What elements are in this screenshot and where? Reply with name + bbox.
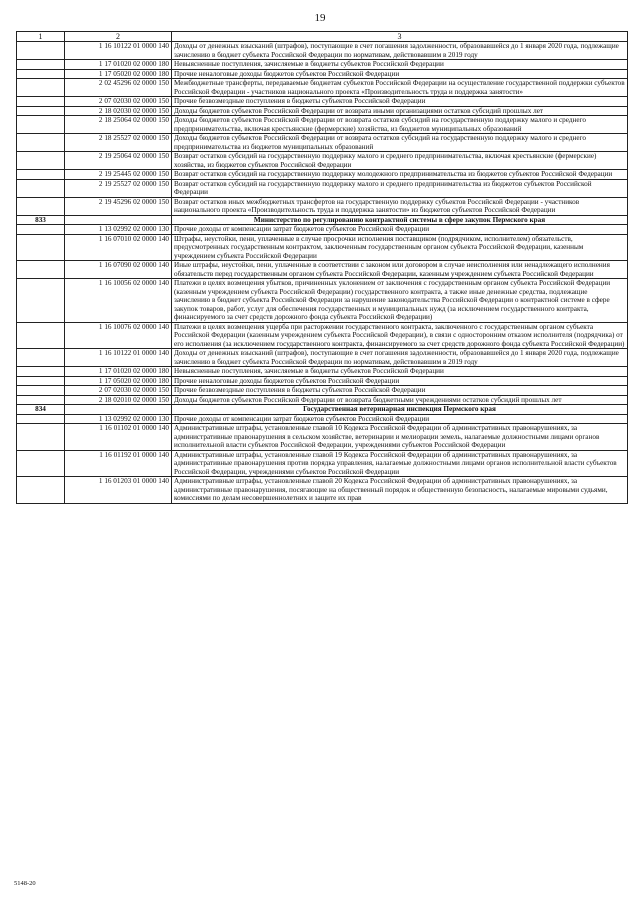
revenue-code-cell — [65, 215, 172, 225]
revenue-code-cell: 1 17 05020 02 0000 180 — [65, 376, 172, 386]
revenue-code-cell: 2 07 02030 02 0000 150 — [65, 386, 172, 396]
table-header-row — [17, 32, 628, 42]
revenue-name-cell: Прочие доходы от компенсации затрат бюджетов субъектов Российской Федерации — [172, 225, 628, 235]
administrator-code-cell — [17, 42, 65, 60]
administrator-code-cell — [17, 279, 65, 323]
table-row — [17, 225, 628, 235]
table-row — [17, 424, 628, 451]
table-row — [17, 386, 628, 396]
revenue-code-cell: 1 13 02992 02 0000 130 — [65, 414, 172, 424]
administrator-code-cell — [17, 179, 65, 197]
administrator-code-cell — [17, 234, 65, 261]
revenue-name-cell: Административные штрафы, установленные главой 19 Кодекса Российской Федерации об административных правонарушениях, за административные правонарушения против порядка управления, налагаемые должностными лицами органов исполнительной власти субъектов Российской Федерации, учреждениями субъектов Российской Федерации — [172, 450, 628, 477]
administrator-code-cell — [17, 424, 65, 451]
revenue-code-cell: 1 16 07090 02 0000 140 — [65, 261, 172, 279]
revenue-code-cell: 1 16 01203 01 0000 140 — [65, 477, 172, 504]
table-row — [17, 261, 628, 279]
revenue-code-cell: 1 16 10056 02 0000 140 — [65, 279, 172, 323]
administrator-code-cell — [17, 60, 65, 70]
revenue-name-cell: Иные штрафы, неустойки, пени, уплаченные в соответствии с законом или договором в случае неисполнения или ненадлежащего исполнения обязательств перед государственным органом субъекта Российской Федерации, казенным учреждением субъекта Российской Федерации — [172, 261, 628, 279]
table-row — [17, 450, 628, 477]
revenue-code-cell: 2 19 45296 02 0000 150 — [65, 197, 172, 215]
revenue-name-cell: Доходы бюджетов субъектов Российской Федерации от возврата остатков субсидий на государственную поддержку малого и среднего предпринимательства, включая крестьянские (фермерские) хозяйства, из бюджетов муниципальных образований — [172, 116, 628, 134]
administrator-row — [17, 405, 628, 415]
revenue-code-cell: 2 19 25064 02 0000 150 — [65, 152, 172, 170]
table-row — [17, 367, 628, 377]
administrator-code-cell — [17, 116, 65, 134]
revenue-name-cell: Административные штрафы, установленные главой 10 Кодекса Российской Федерации об административных правонарушениях, за административные правонарушения в сельском хозяйстве, ветеринарии и мелиорации земель, налагаемые должностными лицами органов исполнительной власти субъектов Российской Федерации, учреждениями субъектов Российской Федерации — [172, 424, 628, 451]
table-row — [17, 170, 628, 180]
revenue-name-cell: Возврат остатков субсидий на государственную поддержку малого и среднего предпринимательства, включая крестьянские (фермерские) хозяйства, из бюджетов субъектов Российской Федерации — [172, 152, 628, 170]
revenue-codes-table — [16, 31, 628, 504]
revenue-code-cell: 2 19 25445 02 0000 150 — [65, 170, 172, 180]
table-row — [17, 42, 628, 60]
administrator-code-cell — [17, 97, 65, 107]
revenue-name-cell: Административные штрафы, установленные главой 20 Кодекса Российской Федерации об административных правонарушениях, за административные правонарушения, посягающие на общественный порядок и общественную безопасность, налагаемые мировыми судьями, комиссиями по делам несовершеннолетних и защите их прав — [172, 477, 628, 504]
table-row — [17, 116, 628, 134]
revenue-name-cell: Возврат остатков иных межбюджетных трансфертов на государственную поддержку субъектов Российской Федерации - участников национального проекта «Производительность труда и поддержка занятости» из бюджетов субъектов Российской Федерации — [172, 197, 628, 215]
table-row — [17, 152, 628, 170]
revenue-code-cell: 1 17 01020 02 0000 180 — [65, 60, 172, 70]
revenue-name-cell: Доходы бюджетов субъектов Российской Федерации от возврата бюджетными учреждениями остатков субсидий прошлых лет — [172, 395, 628, 405]
revenue-code-cell: 1 16 10122 01 0000 140 — [65, 349, 172, 367]
header-col-1: 1 — [17, 32, 65, 42]
table-row — [17, 97, 628, 107]
administrator-code-cell — [17, 322, 65, 349]
table-row — [17, 414, 628, 424]
administrator-code-cell — [17, 134, 65, 152]
administrator-code-cell — [17, 106, 65, 116]
table-row — [17, 106, 628, 116]
revenue-code-cell: 2 18 02030 02 0000 150 — [65, 106, 172, 116]
revenue-name-cell: Прочие доходы от компенсации затрат бюджетов субъектов Российской Федерации — [172, 414, 628, 424]
table-row — [17, 322, 628, 349]
revenue-code-cell: 2 07 02030 02 0000 150 — [65, 97, 172, 107]
revenue-name-cell: Прочие неналоговые доходы бюджетов субъектов Российской Федерации — [172, 69, 628, 79]
table-body — [17, 42, 628, 504]
table-row — [17, 395, 628, 405]
revenue-name-cell: Доходы от денежных взысканий (штрафов), поступающие в счет погашения задолженности, образовавшейся до 1 января 2020 года, подлежащие зачислению в бюджет субъекта Российской Федерации по нормативам, действовавшим в 2019 году — [172, 42, 628, 60]
administrator-code-cell — [17, 69, 65, 79]
revenue-code-cell: 1 16 10076 02 0000 140 — [65, 322, 172, 349]
revenue-code-cell — [65, 405, 172, 415]
revenue-name-cell: Возврат остатков субсидий на государственную поддержку малого и среднего предпринимательства из бюджетов субъектов Российской Федерации — [172, 179, 628, 197]
revenue-code-cell: 1 13 02992 02 0000 130 — [65, 225, 172, 235]
table-row — [17, 349, 628, 367]
administrator-code-cell — [17, 376, 65, 386]
administrator-code-cell — [17, 414, 65, 424]
revenue-name-cell: Прочие неналоговые доходы бюджетов субъектов Российской Федерации — [172, 376, 628, 386]
administrator-code-cell — [17, 450, 65, 477]
administrator-code-cell — [17, 477, 65, 504]
revenue-code-cell: 1 17 01020 02 0000 180 — [65, 367, 172, 377]
administrator-code-cell — [17, 349, 65, 367]
revenue-name-cell: Межбюджетные трансферты, передаваемые бюджетам субъектов Российской Федерации на осуществление государственной поддержки субъектов Российской Федерации - участников национального проекта «Производительность труда и поддержка занятости» — [172, 79, 628, 97]
administrator-code-cell: 833 — [17, 215, 65, 225]
table-row — [17, 60, 628, 70]
administrator-name-cell: Министерство по регулированию контрактной системы в сфере закупок Пермского края — [172, 215, 628, 225]
administrator-code-cell: 834 — [17, 405, 65, 415]
table-row — [17, 134, 628, 152]
header-col-3: 3 — [172, 32, 628, 42]
revenue-name-cell: Штрафы, неустойки, пени, уплаченные в случае просрочки исполнения поставщиком (подрядчиком, исполнителем) обязательств, предусмотренных государственным контрактом, заключенным государственным органом субъекта Российской Федерации, казенным учреждением субъекта Российской Федерации — [172, 234, 628, 261]
table-row — [17, 279, 628, 323]
revenue-code-cell: 1 16 07010 02 0000 140 — [65, 234, 172, 261]
revenue-code-cell: 2 18 25064 02 0000 150 — [65, 116, 172, 134]
table-row — [17, 179, 628, 197]
revenue-code-cell: 2 02 45296 02 0000 150 — [65, 79, 172, 97]
revenue-code-cell: 2 18 25527 02 0000 150 — [65, 134, 172, 152]
administrator-code-cell — [17, 170, 65, 180]
table-row — [17, 234, 628, 261]
administrator-code-cell — [17, 367, 65, 377]
revenue-name-cell: Невыясненные поступления, зачисляемые в бюджеты субъектов Российской Федерации — [172, 367, 628, 377]
revenue-name-cell: Доходы от денежных взысканий (штрафов), поступающие в счет погашения задолженности, образовавшейся до 1 января 2020 года, подлежащие зачислению в бюджет субъекта Российской Федерации по нормативам, действовавшим в 2019 году — [172, 349, 628, 367]
administrator-code-cell — [17, 386, 65, 396]
footer-document-code: 5148-20 — [14, 880, 36, 887]
revenue-code-cell: 1 16 01192 01 0000 140 — [65, 450, 172, 477]
administrator-code-cell — [17, 261, 65, 279]
revenue-name-cell: Платежи в целях возмещения убытков, причиненных уклонением от заключения с государственным органом субъекта Российской Федерации (казенным учреждением субъекта Российской Федерации) государственного контракта, а также иные денежные средства, подлежащие зачислению в бюджет субъекта Российской Федерации за нарушение законодательства Российской Федерации о контрактной системе в сфере закупок товаров, работ, услуг для обеспечения государственных и муниципальных нужд (за исключением государственного контракта, финансируемого за счет средств дорожного фонда субъекта Российской Федерации) — [172, 279, 628, 323]
revenue-code-cell: 1 16 10122 01 0000 140 — [65, 42, 172, 60]
revenue-name-cell: Возврат остатков субсидий на государственную поддержку молодежного предпринимательства из бюджетов субъектов Российской Федерации — [172, 170, 628, 180]
administrator-code-cell — [17, 197, 65, 215]
revenue-code-cell: 1 17 05020 02 0000 180 — [65, 69, 172, 79]
administrator-code-cell — [17, 79, 65, 97]
table-row — [17, 197, 628, 215]
revenue-code-cell: 2 19 25527 02 0000 150 — [65, 179, 172, 197]
revenue-code-cell: 2 18 02010 02 0000 150 — [65, 395, 172, 405]
administrator-name-cell: Государственная ветеринарная инспекция Пермского края — [172, 405, 628, 415]
administrator-code-cell — [17, 152, 65, 170]
revenue-name-cell: Доходы бюджетов субъектов Российской Федерации от возврата остатков субсидий на государственную поддержку малого и среднего предпринимательства из бюджетов муниципальных образований — [172, 134, 628, 152]
header-col-2: 2 — [65, 32, 172, 42]
table-row — [17, 477, 628, 504]
revenue-name-cell: Доходы бюджетов субъектов Российской Федерации от возврата иными организациями остатков субсидий прошлых лет — [172, 106, 628, 116]
revenue-name-cell: Прочие безвозмездные поступления в бюджеты субъектов Российской Федерации — [172, 386, 628, 396]
revenue-code-cell: 1 16 01102 01 0000 140 — [65, 424, 172, 451]
administrator-code-cell — [17, 225, 65, 235]
table-row — [17, 376, 628, 386]
administrator-code-cell — [17, 395, 65, 405]
administrator-row — [17, 215, 628, 225]
revenue-name-cell: Платежи в целях возмещения ущерба при расторжении государственного контракта, заключенного с государственным органом субъекта Российской Федерации (казенным учреждением субъекта Российской Федерации), в связи с односторонним отказом исполнителя (подрядчика) от его исполнения (за исключением государственного контракта, финансируемого за счет средств дорожного фонда субъекта Российской Федерации) — [172, 322, 628, 349]
table-row — [17, 79, 628, 97]
revenue-name-cell: Невыясненные поступления, зачисляемые в бюджеты субъектов Российской Федерации — [172, 60, 628, 70]
page-number: 19 — [314, 12, 326, 24]
revenue-name-cell: Прочие безвозмездные поступления в бюджеты субъектов Российской Федерации — [172, 97, 628, 107]
table-row — [17, 69, 628, 79]
